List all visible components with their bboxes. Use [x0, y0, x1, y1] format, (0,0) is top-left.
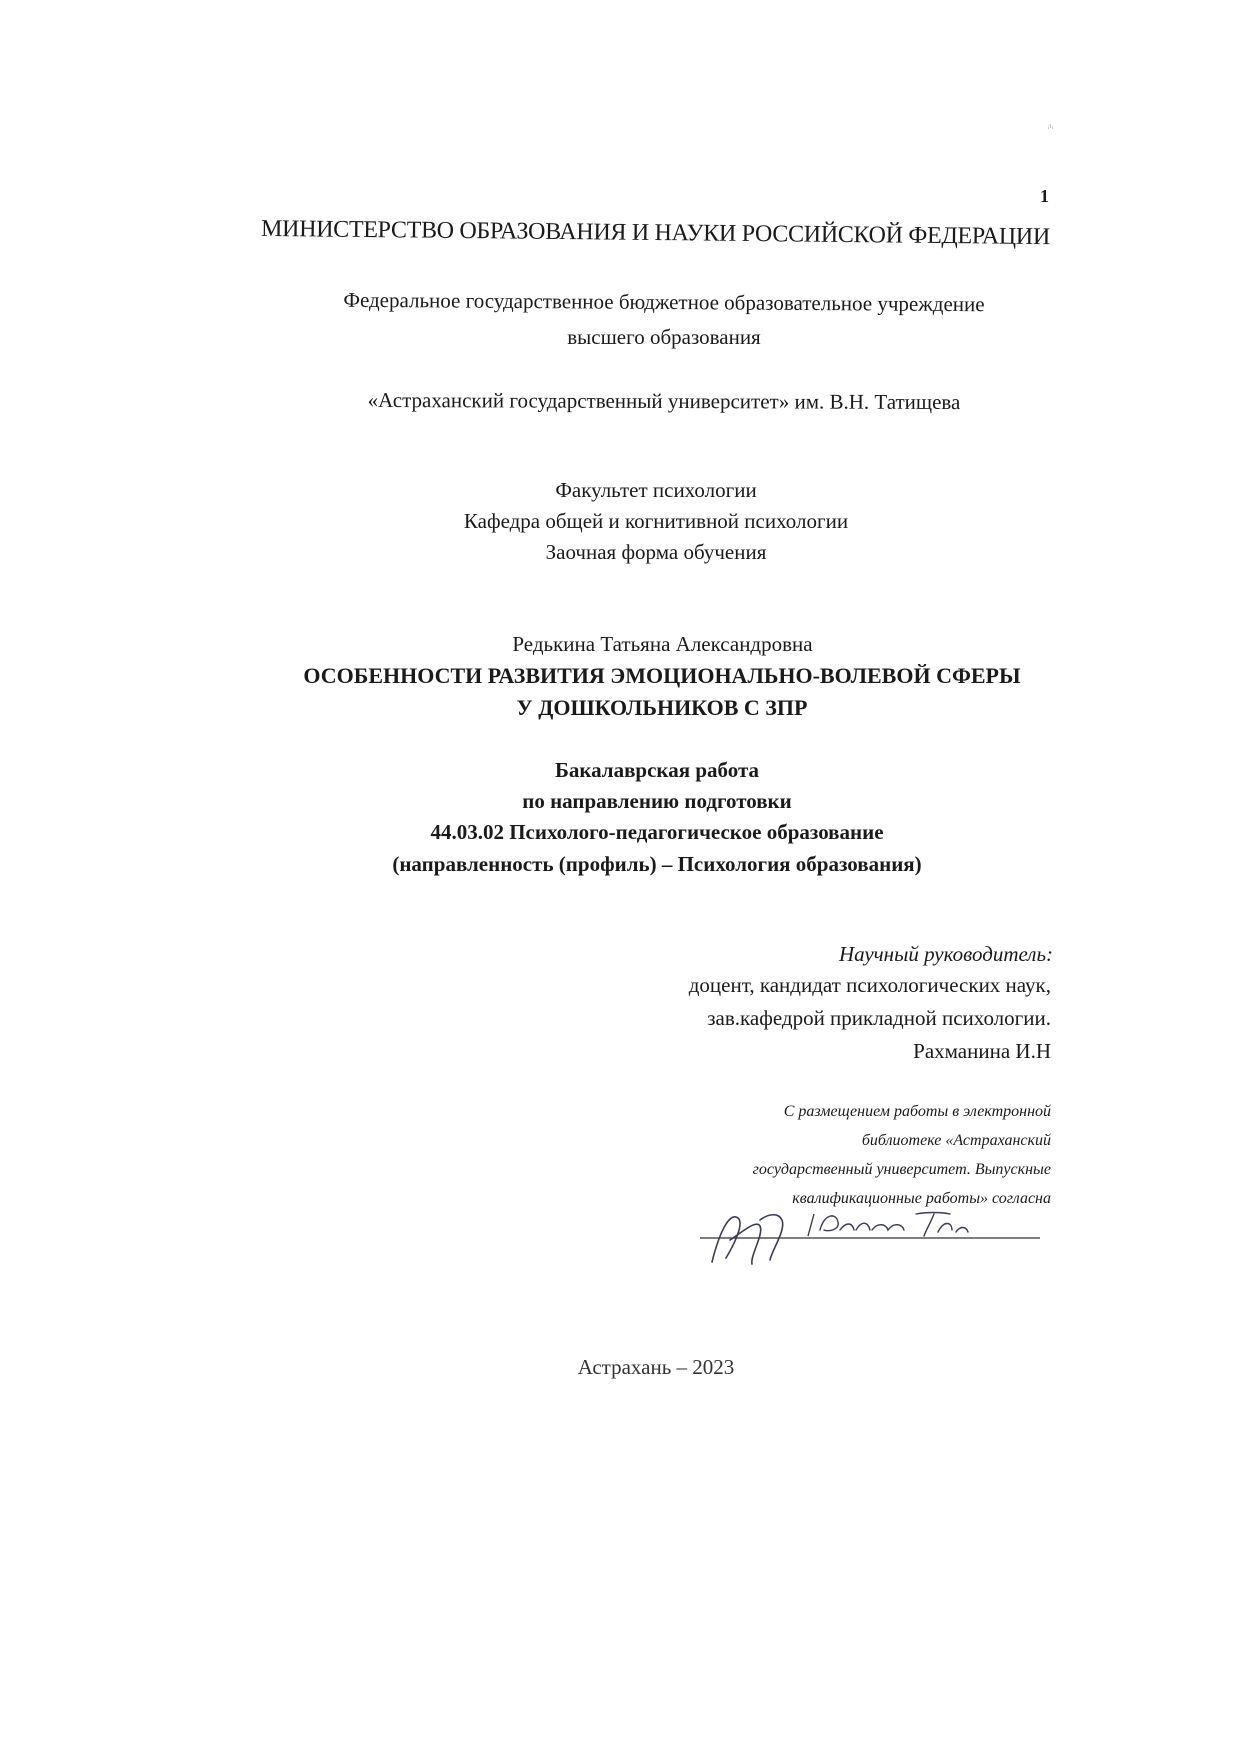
supervisor-label: Научный руководитель:: [838, 942, 1053, 966]
institution-line-1: Федеральное государственное бюджетное образовательное учреждение: [343, 287, 985, 317]
thesis-title-line-1: ОСОБЕННОСТИ РАЗВИТИЯ ЭМОЦИОНАЛЬНО-ВОЛЕВОЙ СФЕРЫ: [303, 663, 1021, 688]
work-type: Бакалаврская работа: [554, 758, 760, 782]
department-name: Кафедра общей и когнитивной психологии: [463, 509, 849, 533]
consent-line-2: библиотеке «Астраханский: [861, 1132, 1051, 1149]
university-name: «Астраханский государственный университет» им. В.Н. Татищева: [367, 387, 961, 415]
consent-line-3: государственный университет. Выпускные: [752, 1161, 1051, 1178]
scan-artifact: ᵢₗᵢ: [1048, 120, 1054, 130]
page-number: 1: [1040, 186, 1049, 206]
ministry-heading: МИНИСТЕРСТВО ОБРАЗОВАНИЯ И НАУКИ РОССИЙСКОЙ ФЕДЕРАЦИИ: [260, 215, 1051, 251]
institution-line-2: высшего образования: [567, 325, 761, 349]
study-form: Заочная форма обучения: [545, 540, 767, 564]
city-year: Астрахань – 2023: [577, 1355, 735, 1379]
thesis-title-line-2: У ДОШКОЛЬНИКОВ С ЗПР: [516, 695, 808, 720]
supervisor-name: Рахманина И.Н: [913, 1039, 1051, 1063]
supervisor-degree: доцент, кандидат психологических наук,: [688, 973, 1051, 997]
supervisor-position: зав.кафедрой прикладной психологии.: [707, 1006, 1051, 1030]
faculty-name: Факультет психологии: [555, 478, 757, 502]
direction-label: по направлению подготовки: [522, 789, 792, 813]
handwritten-signature: [690, 1200, 1050, 1270]
direction-code: 44.03.02 Психолого-педагогическое образование: [430, 820, 884, 844]
consent-line-4: квалификационные работы» согласна: [792, 1190, 1051, 1207]
consent-line-1: С размещением работы в электронной: [783, 1103, 1051, 1120]
author-name: Редькина Татьяна Александровна: [512, 632, 813, 656]
direction-profile: (направленность (профиль) – Психология образования): [392, 852, 922, 876]
